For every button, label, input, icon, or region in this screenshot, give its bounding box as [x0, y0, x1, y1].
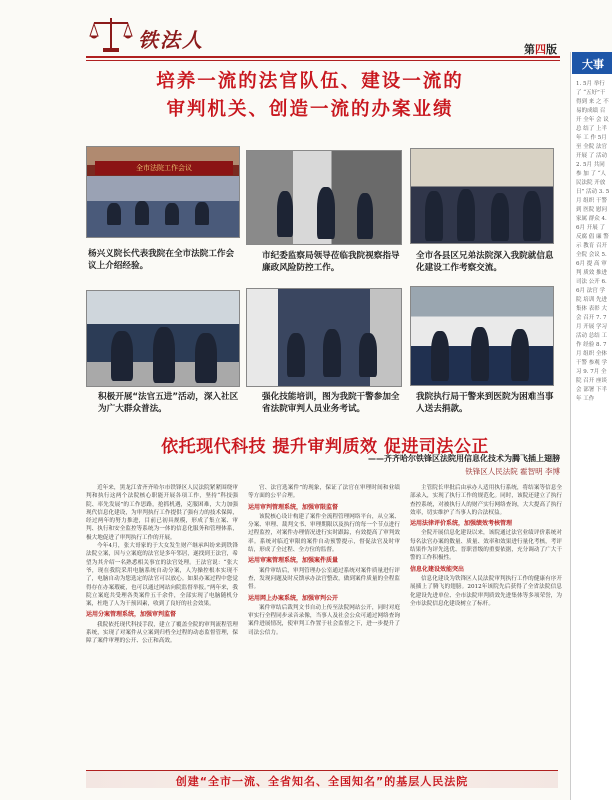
section-heading: 信息化建设效能突出 — [410, 565, 465, 573]
sidebar-text: 1. 5月 举行了 “五好”干 得到 来 之 不易的成绩 召开 全年 会 议 总 结了 上半年 工 作 5月 至 全院 法官 开展 了 活动 2. 5月 共同 参 加 了 “人民法院 开放日” 活动 3. 5月 组织 干警 到 医院 慰问 家属 群众 4. 6月 开展 了 反腐 倡 廉 警示 教育 召开 全院 会议 5. 6月 提 高 审判 质效 推进 司法 公开 6. 6月 法官 学院 培训 先进 集体 表彰 大会 召开 7. 7月 开展 学习 活动 总结 工作 经验 8. 7月 组织 全体 干警 参观 学习 9. 7月 全院 召开 座谈会 部署 下半年 工作 — [576, 81, 610, 402]
photo-caption-4: 积极开展“法官五进”活动，深入社区为广大群众普法。 — [98, 392, 239, 414]
edition-label: 第四版 — [524, 43, 557, 56]
article-paragraph: 近年来，黑龙江省齐齐哈尔市铁锋区人民法院紧紧围绕审判和执行这两个法院核心职能开展各项工作，坚持“科技强院、率先发展”的工作思路，抢抓机遇，克服困难，大力加强现代信息化建设，为审判执行工作提供了强有力的技术保障，经过两年的努力推进，目前已初具规模，形成了集立案、审判、执行和安全监控等系统为一体的信息化服务和管理体系，极大地促进了审判执行工作的开展。 — [86, 485, 238, 541]
masthead-rule — [86, 56, 560, 58]
section-heading: 运用审判管理系统，加强审限监督 — [248, 503, 339, 511]
photo-caption-5: 强化技能培训，图为我院干警参加全省法院审判人员业务考试。 — [262, 392, 400, 414]
article-paragraph: 主管院长审批后由承办人适用执行系统，将结案等信息全部录入，实现了执行工作的规范化。同时，该院还建立了执行查控系统，对被执行人的财产实行网络查询，大大提高了执行效率，切实维护了当事人的合法权益。 — [410, 485, 562, 516]
page-headline — [60, 68, 560, 124]
section-heading: 运用网上办案系统，加强审判公开 — [248, 594, 339, 602]
photo-banner: 全市法院工作会议 — [95, 161, 233, 175]
article-paragraph: 信息化建设为铁锋区人民法院审判执行工作的健康有序开展插上了腾飞的翅膀。2012年该院先后获得了全省法院信息化建设先进单位、全市法院审判质效先进集体等多项荣誉，为全市法院信息化建设树立了标杆。 — [410, 575, 562, 607]
article-column-3 — [410, 484, 562, 766]
article-paragraph: 全院开展信息化建设以来，该院通过法官业绩评价系统对每名法官办案的数量、质量、效率和效果进行量化考核，考评结果作为评先选优、晋职晋级的重要依据，充分调动了广大干警的工作积极性。 — [410, 530, 562, 562]
justice-scale-icon — [88, 14, 134, 54]
section-heading: 运用法律评价系统，加强绩效考核管理 — [410, 520, 513, 528]
headline-line-2: 审判机关、创造一流的办案业绩 — [166, 99, 454, 120]
article-column-1 — [86, 484, 238, 766]
section-heading: 运用分案管理系统，加强审判监督 — [86, 611, 177, 619]
photo-inspection — [246, 150, 402, 245]
article-title: 依托现代科技 提升审判质效 促进司法公正 — [161, 437, 489, 457]
masthead-rule-thin — [86, 60, 560, 61]
article-paragraph: 官、法官选案件”的现象，保证了法官在审理时间和业绩等方面的公平合理。 — [248, 485, 400, 500]
photo-caption-2: 市纪委监察局领导莅临我院视察指导廉政风险防控工作。 — [262, 251, 400, 273]
photo-caption-3: 全市各县区兄弟法院深入我院就信息化建设工作考察交流。 — [416, 251, 554, 273]
article-paragraph: 该院核心设计构建了案件全流程管理网络平台，从立案、分案、审理、裁判文书、审理期限以及执行的每一个节点进行过程监控，对案件办理情况进行实时跟踪，有效提高了审判效率。系统对临近审限的案件自动预警提示，督促法官及时审结，形成了全过程、全方位的监督。 — [248, 513, 400, 554]
article-paragraph: 案件审结后裁判文书自动上传至法院网站公开，同时对庭审实行全程同步录音录像，当事人及社会公众可通过网络查询案件进展情况，使审判工作置于社会监督之下，进一步提升了司法公信力。 — [248, 604, 400, 636]
sidebar-heading: 大事 — [572, 52, 612, 74]
footer-slogan: 创建“全市一流、全省知名、全国知名”的基层人民法院 — [175, 775, 469, 788]
article-column-2 — [248, 484, 400, 766]
photo-caption-6: 我院执行局干警来到医院为困难当事人送去捐款。 — [416, 392, 554, 414]
article-byline: 铁锋区人民法院 霍智明 李博 — [465, 467, 560, 476]
photo-exchange-visit — [410, 148, 554, 244]
article-paragraph: 今年4月，张大哥家的于大女发生财产继承纠纷来到铁锋法院立案，因与立案庭的法官是多年邻居，遂找到王法官，希望为其介绍一名熟悉相关事宜的法官处理。王法官说：“张大爷，现在我院采用电脑系统自动分案，人为操控根本实现不了，电脑自动为您选定的法官可以放心。如果办案过程中您觉得存在办案瑕疵，也可以通过网站向院监督举报。”两年来，我院立案庭共受理各类案件五千余件，全部实现了电脑随机分案，杜绝了人为干预因素，收到了良好的社会效果。 — [86, 543, 238, 608]
article-subtitle: ——齐齐哈尔铁锋区法院用信息化技术为腾飞插上翅膀 — [368, 454, 560, 463]
photo-community-law — [86, 290, 240, 387]
article-paragraph: 我院依托现代科技手段，建立了覆盖全院的审判流程管理系统，实现了对案件从立案到归档全过程的动态监督管理，保障了案件审理的公开、公正和高效。 — [86, 621, 238, 645]
photo-hospital-donation — [410, 286, 554, 386]
photo-work-conference — [86, 146, 240, 238]
section-heading: 运用审案管理系统，加强案件质量 — [248, 557, 339, 565]
article-paragraph: 案件审结后，审判管理办公室通过系统对案件质量进行评查，发现问题及时反馈承办法官整改，做到案件质量的全程监督。 — [248, 567, 400, 591]
photo-caption-1: 杨兴义院长代表我院在全市法院工作会议上介绍经验。 — [88, 249, 235, 271]
photo-exam — [246, 288, 402, 387]
masthead-title: 铁法人 — [138, 28, 204, 52]
headline-line-1: 培养一流的法官队伍、建设一流的 — [156, 71, 464, 92]
